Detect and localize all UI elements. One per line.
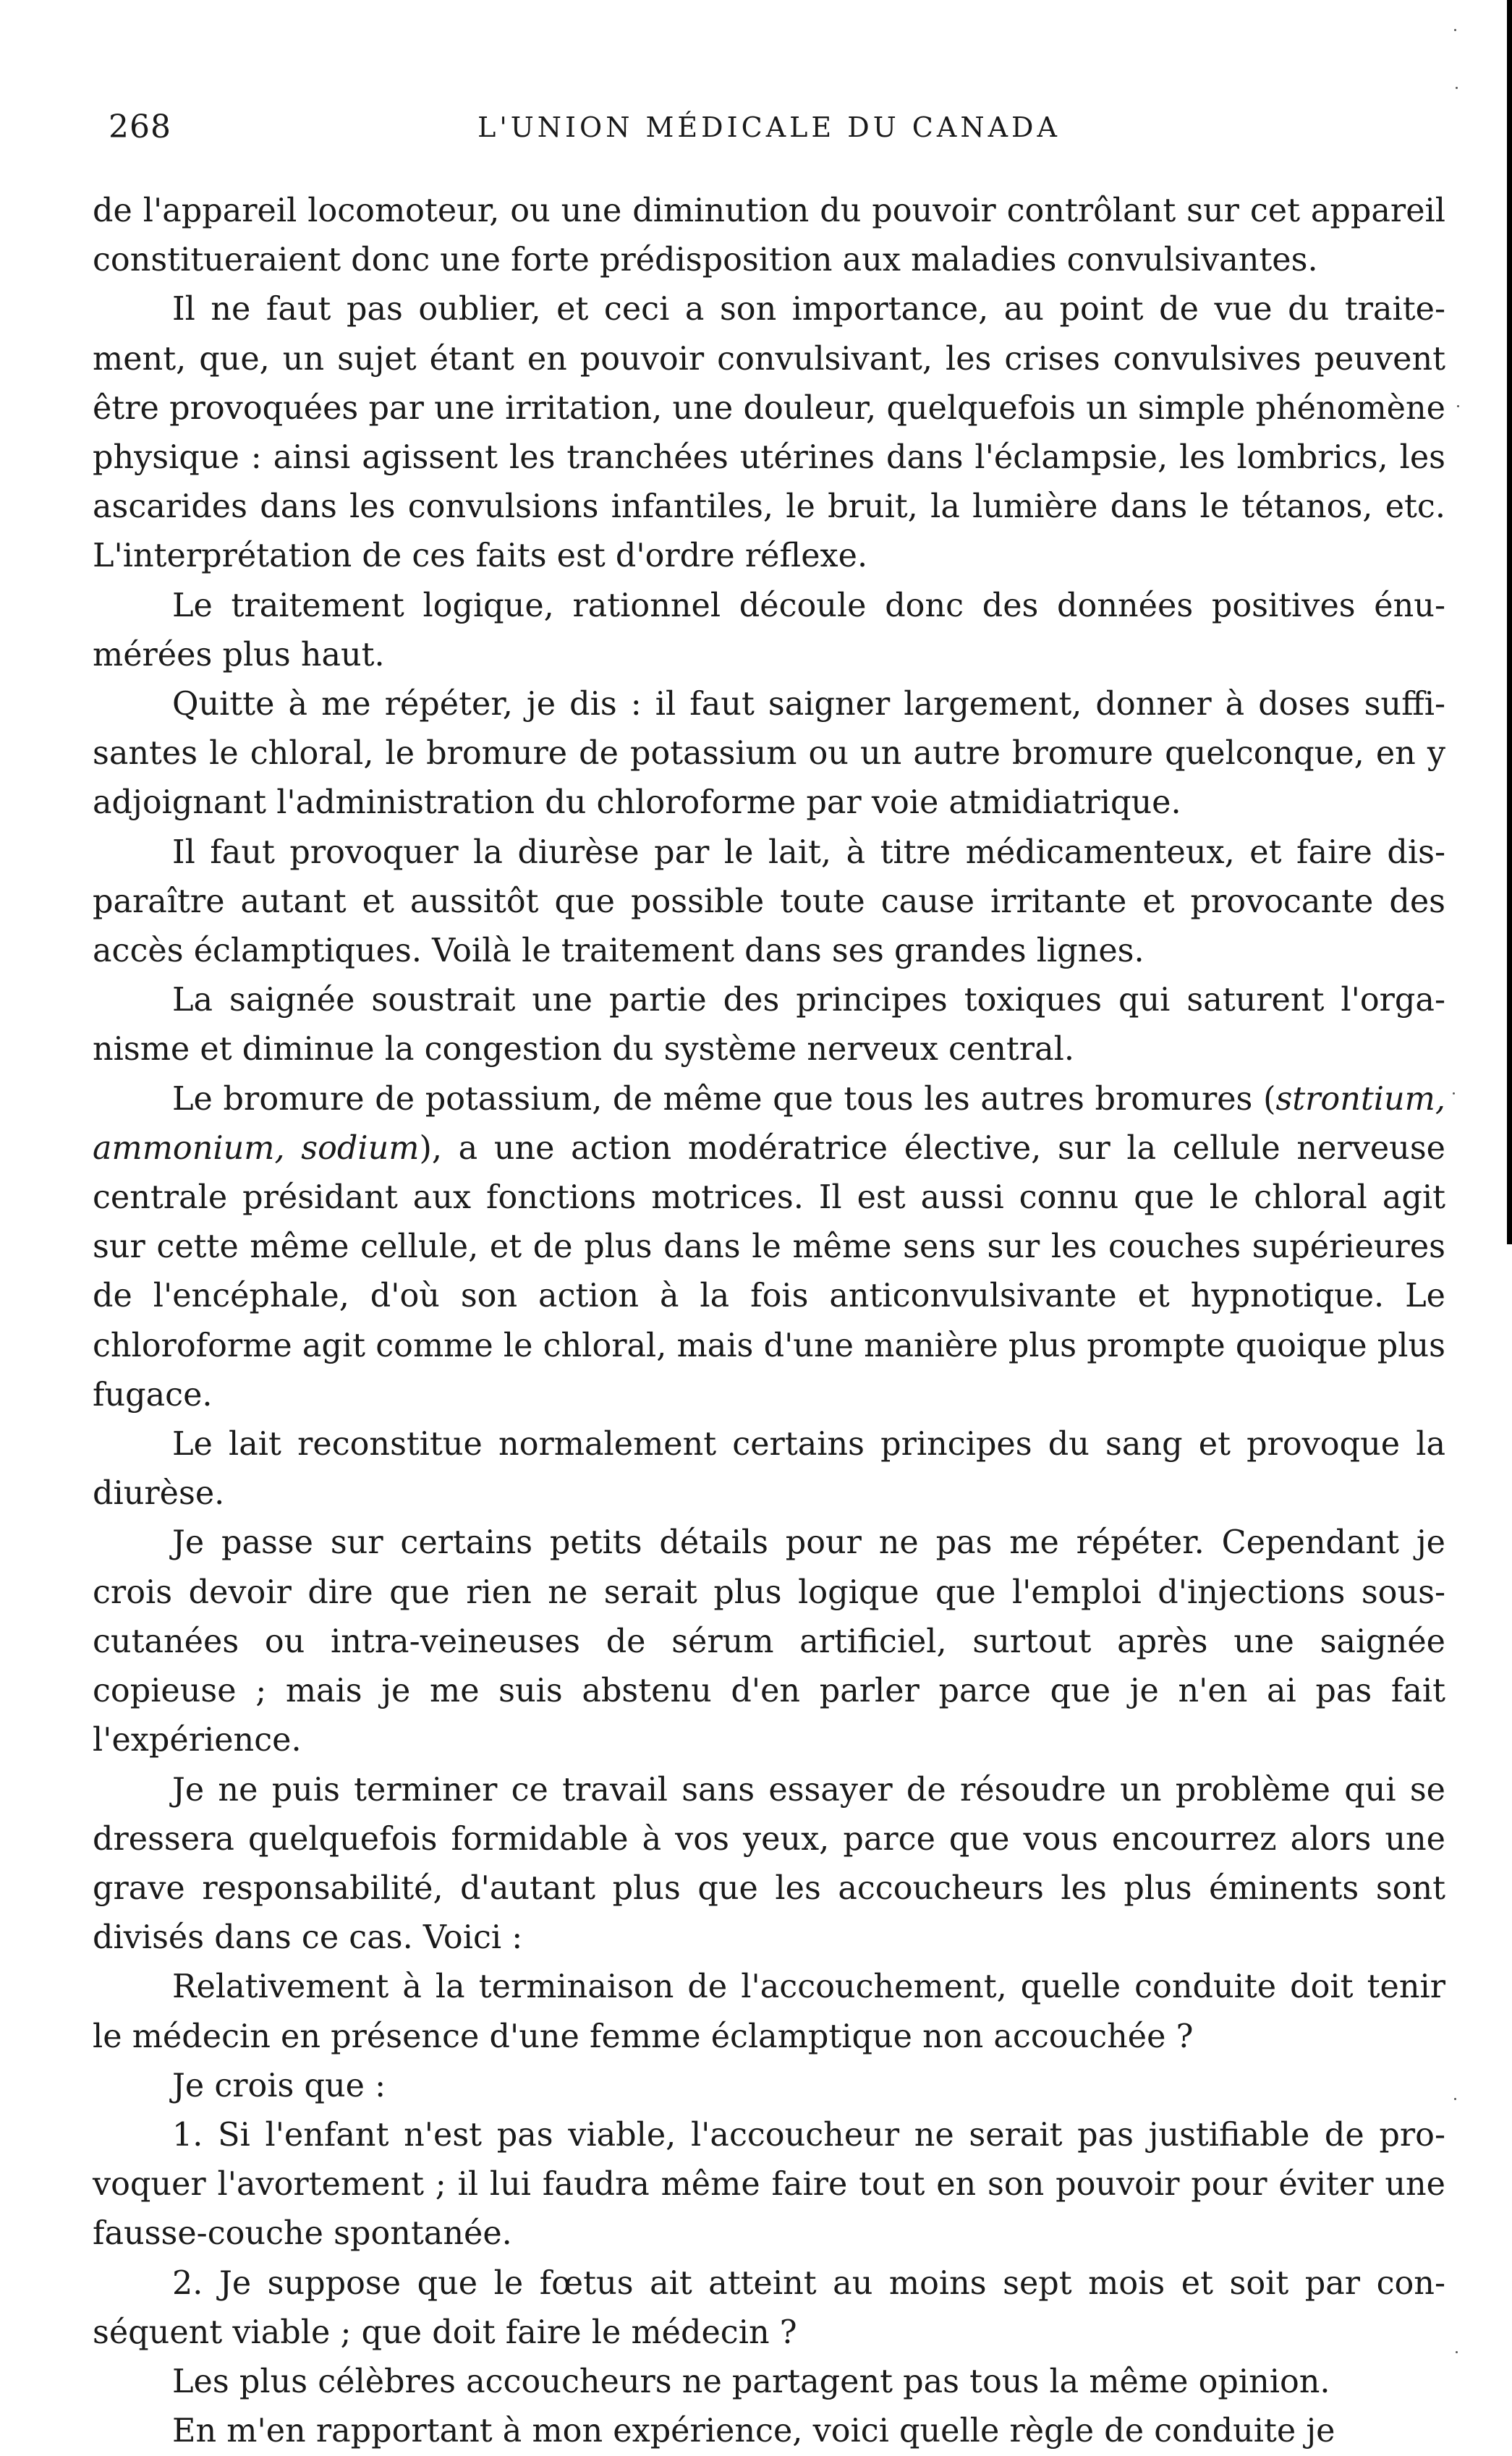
paragraph-text: Le traitement logique, rationnel découle donc des données positives énumérées plus haut. [93, 587, 1445, 674]
paragraph [93, 1075, 1445, 1420]
paragraph-text: Quitte à me répéter, je dis : il faut saigner largement, donner à doses suffisantes le chloral, le bromure de potassium ou un autre bromure quelconque, en y adjoignant l'administration du chloroforme par voie atmidiatrique. [93, 686, 1445, 822]
paragraph [93, 976, 1445, 1074]
paragraph [93, 285, 1445, 581]
scan-speck [1456, 87, 1458, 89]
paragraph-text: Il ne faut pas oublier, et ceci a son importance, au point de vue du traitement, que, un sujet étant en pouvoir convulsivant, les crises convulsives peuvent être provoquées par une irritation, une douleur, quelquefois un simple phénomène physique : ainsi agissent les tranchées utérines dans l'éclampsie, les lombrics, les ascarides dans les convulsions infantiles, le bruit, la lumière dans le tétanos, etc. L'interprétation de ces faits est d'ordre réflexe. [93, 291, 1445, 575]
page-header [93, 109, 1445, 159]
paragraph [93, 1766, 1445, 1963]
paragraph-text: Je crois que : [172, 2067, 386, 2104]
paragraph-text: Je ne puis terminer ce travail sans essayer de résoudre un problème qui se dressera quelquefois formidable à vos yeux, parce que vous encourrez alors une grave responsabilité, d'autant plus que les accoucheurs les plus éminents sont divisés dans ce cas. Voici : [93, 1771, 1445, 1957]
paragraph [93, 582, 1445, 680]
scan-edge-rule [1507, 0, 1512, 1244]
scan-speck [1454, 29, 1456, 31]
paragraph-text: ), a une action modératrice élective, sur la cellule nerveuse centrale présidant aux fonctions motrices. Il est aussi connu que le chloral agit sur cette même cellule, et de plus dans le même sens sur les couches supérieures de l'encéphale, d'où son action à la fois anticonvulsivante et hypnotique. Le chloroforme agit comme le chloral, mais d'une manière plus prompte quoique plus fugace. [93, 1129, 1445, 1414]
scan-speck [1457, 405, 1459, 407]
paragraph [93, 187, 1445, 285]
running-title: L'UNION MÉDICALE DU CANADA [477, 111, 1061, 143]
page-number: 268 [109, 109, 171, 145]
paragraph-text: En m'en rapportant à mon expérience, voici quelle règle de conduite je [172, 2413, 1335, 2450]
paragraph-text: Il faut provoquer la diurèse par le lait, à titre médicamenteux, et faire disparaître autant et aussitôt que possible toute cause irritante et provocante des accès éclamptiques. Voilà le traitement dans ses grandes lignes. [93, 833, 1445, 970]
paragraph [93, 2259, 1445, 2358]
paragraph [93, 2407, 1445, 2456]
journal-page [93, 109, 1445, 2456]
paragraph [93, 2062, 1445, 2111]
paragraph-text: 2. Je suppose que le fœtus ait atteint au moins sept mois et soit par conséquent viable ; que doit faire le médecin ? [93, 2264, 1445, 2351]
paragraph [93, 1420, 1445, 1518]
paragraph-text: Les plus célèbres accoucheurs ne partagent pas tous la même opinion. [172, 2363, 1330, 2400]
paragraph-text: Je passe sur certains petits détails pour ne pas me répéter. Cependant je crois devoir dire que rien ne serait plus logique que l'emploi d'injections souscutanées ou intra-veineuses de sérum artificiel, surtout après une saignée copieuse ; mais je me suis abstenu d'en parler parce que je n'en ai pas fait l'expérience. [93, 1524, 1445, 1759]
scan-speck [1453, 1092, 1455, 1095]
paragraph [93, 828, 1445, 977]
paragraph-text: Le lait reconstitue normalement certains principes du sang et provoque la diurèse. [93, 1426, 1445, 1513]
paragraph [93, 1518, 1445, 1765]
paragraph [93, 2358, 1445, 2407]
paragraph [93, 2111, 1445, 2259]
paragraph [93, 1963, 1445, 2061]
scan-speck [1456, 2351, 1458, 2353]
paragraph-text: 1. Si l'enfant n'est pas viable, l'accoucheur ne serait pas justifiable de provoquer l'avortement ; il lui faudra même faire tout en son pouvoir pour éviter une fausse-couche spontanée. [93, 2116, 1445, 2253]
article-body [93, 187, 1445, 2456]
paragraph-text: Relativement à la terminaison de l'accouchement, quelle conduite doit tenir le médecin en présence d'une femme éclamptique non accouchée ? [93, 1968, 1445, 2055]
paragraph-text: La saignée soustrait une partie des principes toxiques qui saturent l'organisme et diminue la congestion du système nerveux central. [93, 982, 1445, 1068]
italic-bromide-list: strontium, ammonium, sodium [93, 1080, 1445, 1167]
paragraph-text: de l'appareil locomoteur, ou une diminution du pouvoir contrôlant sur cet appareil constitueraient donc une forte prédisposition aux maladies convulsivantes. [93, 192, 1445, 279]
paragraph-text: Le bromure de potassium, de même que tous les autres bromures ( [172, 1080, 1276, 1118]
scan-speck [1454, 2098, 1456, 2100]
paragraph [93, 680, 1445, 828]
